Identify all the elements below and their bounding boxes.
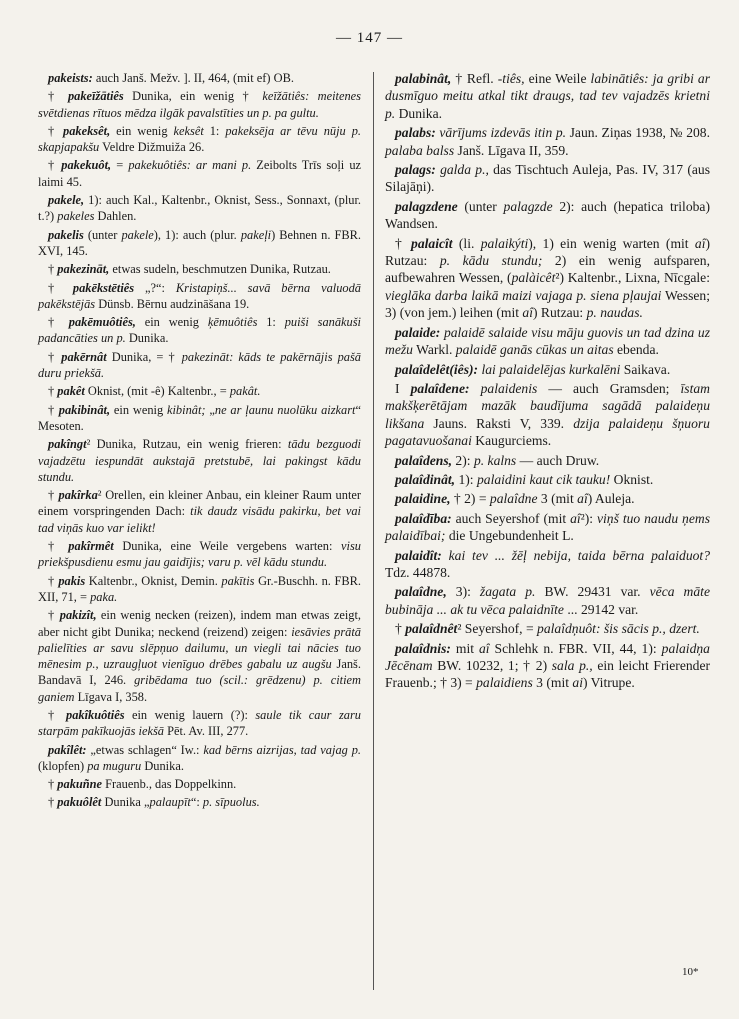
entry-text: † — [48, 539, 69, 554]
entry-text: Gr.-Buschh. n. FBR. XII, 71, = — [38, 573, 361, 604]
dictionary-entry — [38, 383, 361, 399]
entry-example: aî — [479, 640, 490, 656]
dictionary-entry — [38, 227, 361, 260]
entry-headword: pakeists: — [48, 71, 93, 85]
entry-example: palaidē salaide visu māju guovis un tad dzina uz mežu — [385, 324, 710, 358]
entry-text: = — [111, 158, 129, 173]
entry-example: p. sīpuolus. — [202, 795, 260, 810]
entry-headword: palaîdnêt — [405, 621, 458, 637]
entry-headword: pakeīžātiês — [67, 89, 124, 104]
entry-headword: pakêt — [57, 384, 85, 399]
dictionary-entry — [385, 70, 710, 122]
entry-text: Dahlen. — [94, 209, 137, 224]
entry-example: tādu bezguodi vajadzētu iespundāt aukstajā pretstubē, lai pakingst kādu stundu. — [38, 437, 361, 484]
entry-text: Warkl. — [412, 342, 456, 358]
entry-text: ebenda. — [613, 342, 659, 358]
entry-text: ² Dunika, Rutzau, ein wenig frieren: — [86, 437, 288, 452]
entry-text: das Tischtuch Auleja, Pas. IV, 317 (aus Silajāņi). — [385, 162, 711, 195]
entry-example: ne ar ļaunu nuolūku aizkart — [214, 402, 356, 417]
entry-text: Frauenb., das Doppelkinn. — [102, 777, 237, 792]
dictionary-entry — [38, 70, 361, 86]
dictionary-entry — [38, 349, 361, 382]
entry-example: palaidē ganās cūkas un aitas — [455, 342, 614, 358]
entry-headword: pakēmuôtiês, — [68, 315, 136, 330]
entry-example: ai — [572, 675, 583, 691]
signature-mark: 10* — [682, 966, 699, 978]
dictionary-entry — [38, 487, 361, 536]
entry-text: „?“: — [134, 280, 176, 295]
entry-text: Dunika „ — [101, 795, 150, 810]
column-divider — [373, 72, 374, 990]
entry-text: Jauns. Raksti V, 339. — [424, 415, 574, 431]
entry-example: aî — [577, 491, 588, 507]
entry-text: † — [48, 608, 60, 623]
entry-headword: pakizît, — [59, 608, 97, 623]
entry-example: kai tev ... žēļ nebija, taida bērna palaiduot? — [448, 547, 710, 563]
entry-text: Jaun. Ziņas 1938, № 208. — [566, 125, 710, 141]
entry-headword: palaîdne, — [395, 584, 447, 600]
entry-text: (klopfen) — [38, 758, 88, 773]
entry-text: ) Rutzau: — [533, 305, 587, 321]
dictionary-entry — [38, 742, 361, 775]
entry-text: 3 (mit — [532, 675, 573, 691]
entry-text: etwas sudeln, beschmutzen Dunika, Rutzau. — [109, 262, 331, 277]
dictionary-entry — [38, 280, 361, 313]
entry-text: Schlehk n. FBR. VII, 44, 1): — [489, 640, 662, 656]
dictionary-entry — [385, 161, 710, 196]
entry-example: vieglāka darba laikā maizi vajaga p. siena pļaujai — [385, 287, 662, 303]
entry-headword: pakîrka — [58, 488, 98, 503]
entry-text: Dunika. — [125, 331, 169, 346]
entry-text: Dunika, = † — [106, 349, 182, 364]
entry-text: † 2) = — [450, 491, 490, 507]
entry-text: “: — [190, 795, 203, 810]
entry-text: ) Auleja. — [587, 491, 635, 507]
entry-example: vēca māte bubināja ... ak tu vēca palaidnīte — [385, 584, 710, 617]
entry-example: palàicêt — [511, 270, 556, 286]
entry-text: Zeibolts Trīs soļi uz laimi 45. — [38, 158, 362, 189]
dictionary-entry — [385, 640, 710, 692]
entry-example: palaikýti — [480, 235, 529, 251]
entry-text: mit — [450, 640, 479, 656]
entry-text: 3 (mit — [537, 491, 578, 507]
entry-example: pakezināt: kāds te pakērnājis pašā duru priekšā. — [38, 349, 361, 381]
entry-headword: palaîdens, — [395, 452, 453, 468]
entry-text: † — [48, 123, 64, 138]
entry-text: † — [48, 707, 66, 722]
entry-headword: palagzdene — [395, 198, 458, 214]
entry-headword: palaicît — [411, 235, 453, 251]
entry-text: ² Orellen, ein kleiner Anbau, ein kleiner Raum unter einem vorspringenden Dach: — [38, 488, 362, 519]
entry-text: † — [48, 158, 62, 173]
entry-text: † — [48, 573, 59, 588]
entry-text: † — [48, 777, 58, 792]
right-column — [385, 70, 710, 694]
entry-headword: pakîkuôtiês — [66, 707, 125, 722]
entry-example: vārījums izdevās itin p. — [439, 125, 567, 141]
entry-text: eine Weile — [524, 71, 591, 86]
dictionary-entry — [38, 776, 361, 792]
entry-text: die Ungebundenheit L. — [445, 528, 574, 544]
entry-example: sala p., — [551, 658, 593, 673]
entry-example: pakītis — [221, 573, 255, 588]
entry-headword: pakēkstētiês — [72, 280, 135, 295]
entry-text: (unter — [83, 227, 122, 242]
entry-headword: pakelis — [48, 227, 84, 242]
entry-example: žagata p. — [479, 584, 536, 600]
entry-headword: pakērnât — [61, 349, 107, 364]
entry-text: (li. — [452, 235, 481, 251]
dictionary-entry — [38, 123, 361, 156]
dictionary-entry — [38, 192, 361, 225]
entry-example: iesāvies prātā palielīties ar savu slēpņuo dailumu, un viegli tai nācies tuo mēnesim p., uzraugļuot vienīguo drēbes gabalu uz augšu — [38, 624, 361, 672]
entry-text: “ Mesoten. — [38, 402, 361, 433]
dictionary-entry — [385, 471, 710, 488]
entry-example: palaidini kaut cik tauku! — [476, 471, 611, 487]
entry-text: † — [48, 315, 69, 330]
entry-example: palaidiens — [476, 675, 533, 691]
entry-headword: pakibinât, — [58, 402, 111, 417]
entry-text: „ — [205, 402, 215, 417]
dictionary-entry — [38, 157, 361, 190]
entry-text: 1: — [257, 315, 285, 330]
entry-headword: palaîdelêt(iês): — [395, 361, 479, 377]
entry-example: keīžātiês: meitenes svētdienas rītuos mēdza ilgāk pavalstīties un p. pa gultu. — [38, 89, 361, 120]
dictionary-entry — [385, 547, 710, 582]
entry-text: 1: — [203, 123, 226, 138]
entry-text: „etwas schlagen“ Iw.: — [86, 742, 204, 757]
entry-text — [470, 381, 481, 396]
entry-text: Līgava I, 358. — [74, 689, 148, 704]
dictionary-entry — [385, 198, 710, 233]
entry-example: pakekuôtiês: ar mani p. — [128, 158, 252, 173]
entry-example: palagzde — [503, 198, 553, 214]
entry-example: īstam makšķerētājam mazāk baudījuma sagādā palaideņu likšana — [385, 380, 710, 431]
entry-headword: palaidît: — [395, 547, 442, 563]
entry-text: BW. 10232, 1; † 2) — [432, 658, 552, 673]
entry-text: Dunika. — [141, 758, 184, 773]
entry-headword: pakuñne — [57, 777, 103, 792]
entry-example: aî — [694, 235, 706, 251]
dictionary-entry — [38, 261, 361, 277]
entry-example: pakeles — [57, 209, 95, 224]
entry-text: Dunika. — [395, 105, 443, 121]
dictionary-entry — [38, 573, 361, 606]
entry-text: ein wenig — [110, 123, 174, 138]
entry-example: pakeksēja ar tēvu nūju p. skapjapakšu — [38, 123, 361, 155]
entry-example: palaupīt — [149, 795, 191, 810]
entry-text: auch Janš. Mežv. ]. II, 464, (mit ef) OB. — [92, 71, 294, 85]
entry-text: ) Rutzau: — [385, 235, 711, 269]
entry-example: p. kādu stundu; — [439, 253, 543, 269]
entry-text: † — [48, 349, 62, 364]
entry-text: † — [395, 235, 412, 251]
entry-headword: pakis — [58, 573, 86, 588]
entry-headword: pakuôlêt — [57, 795, 102, 810]
entry-example: galda p., — [440, 162, 489, 178]
entry-example: pa muguru — [87, 758, 142, 773]
entry-text: 3): — [446, 584, 480, 600]
entry-text: ² Seyershof, = — [457, 621, 538, 637]
entry-text: (unter — [457, 198, 504, 214]
entry-headword: palabs: — [395, 125, 436, 141]
dictionary-entry — [38, 402, 361, 435]
entry-headword: palaîdinât, — [395, 471, 456, 487]
dictionary-entry — [385, 235, 710, 322]
dictionary-entry — [38, 314, 361, 347]
entry-text: ein wenig — [110, 402, 167, 417]
dictionary-entry — [385, 510, 710, 545]
entry-text: † — [48, 795, 58, 810]
entry-headword: pakele, — [48, 193, 85, 208]
entry-text: — auch Druw. — [516, 452, 600, 468]
entry-text: Saikava. — [620, 361, 671, 377]
entry-text: † — [48, 89, 68, 104]
dictionary-entry — [38, 607, 361, 705]
entry-example: lai palaidelējas kurkalēni — [481, 361, 621, 377]
entry-example: saule tik caur zaru starpām pakīkuojās iekšā — [38, 707, 361, 739]
entry-text: Tdz. 44878. — [385, 564, 451, 580]
dictionary-entry — [38, 88, 361, 121]
dictionary-entry — [38, 707, 361, 740]
left-column — [38, 70, 361, 813]
entry-example: puiši sanākuši padancāties un p. — [38, 315, 362, 346]
entry-example: paka. — [90, 589, 118, 604]
entry-example: pakât. — [229, 384, 261, 399]
entry-text: ), 1) ein wenig warten (mit — [528, 235, 695, 251]
entry-text: ²): — [580, 510, 597, 526]
entry-example: palaba balss — [385, 142, 455, 158]
entry-headword: pakeksêt, — [63, 123, 111, 138]
entry-example: palaidņa Jēcēnam — [385, 640, 710, 673]
entry-text: — auch Gramsden; — [537, 380, 681, 396]
entry-example: -tiês, — [497, 71, 525, 86]
entry-example: viņš tuo naudu ņems palaidībai; — [385, 510, 710, 544]
entry-example: ķēmuôtiês — [207, 315, 258, 330]
entry-example: palaîdņuôt: šis sācis p., dzert. — [537, 621, 700, 637]
entry-example: pakele — [121, 227, 154, 242]
entry-text: ) Vitrupe. — [582, 675, 635, 691]
entry-text: Janš. Līgava II, 359. — [454, 142, 569, 158]
dictionary-entry — [385, 452, 710, 469]
entry-headword: palags: — [395, 162, 436, 178]
entry-headword: pakîlêt: — [48, 742, 87, 757]
entry-headword: pakîrmêt — [68, 539, 114, 554]
entry-example: palaidenis — [480, 380, 538, 396]
dictionary-entry — [385, 490, 710, 507]
entry-example: palaîdne — [489, 491, 538, 507]
entry-text: Wessen; 3) (von jem.) leihen (mit — [385, 287, 710, 321]
entry-example: pakeļi — [240, 227, 272, 242]
entry-example: aî — [570, 510, 581, 526]
entry-example: p. naudas. — [586, 305, 643, 321]
entry-text: 2): — [452, 452, 474, 468]
entry-text: Kaltenbr., Oknist, Demin. — [85, 573, 222, 588]
entry-text: 2): auch (hepatica triloba) Wandsen. — [385, 198, 710, 232]
dictionary-entry — [385, 124, 710, 159]
entry-text: Oknist. — [610, 471, 654, 487]
entry-text: Pēt. Av. III, 277. — [163, 724, 249, 739]
entry-headword: palaide: — [395, 324, 441, 340]
entry-example: Kristapiņš... savā bērna valuodā pakēkstējās — [38, 280, 361, 311]
entry-text: Dunika, ein wenig † — [123, 89, 263, 104]
entry-text: Kaugurciems. — [471, 433, 552, 449]
entry-text — [442, 548, 449, 563]
page-number: — 147 — — [336, 30, 403, 46]
entry-text: Oknist, (mit -ê) Kaltenbr., = — [84, 384, 230, 399]
entry-text: † — [48, 384, 58, 399]
dictionary-entry — [385, 324, 710, 359]
entry-example: labinātiês: ja gribi ar dusmīguo meitu atkal tikt draugs, tad tev vajadzēs krietni p. — [385, 71, 710, 121]
entry-headword: pakîngt — [48, 437, 87, 452]
entry-text: ein wenig necken (reizen), indem man etwas zeigt, aber nicht gibt Dunika; neckend (reizend) zeigen: — [38, 608, 361, 639]
entry-headword: palaidine, — [395, 491, 451, 507]
dictionary-entry — [385, 583, 710, 618]
entry-text: † — [48, 488, 59, 503]
entry-example: dzija palaideņu šņuoru pagatavuošanai — [385, 415, 710, 449]
dictionary-entry — [385, 380, 710, 450]
entry-example: visu priekšpusdienu esmu jau gaidījis; varu p. vēl kādu stundu. — [38, 539, 361, 570]
entry-example: keksêt — [173, 123, 204, 138]
dictionary-entry — [38, 538, 361, 571]
entry-text: ein wenig — [135, 315, 208, 330]
entry-text: auch Seyershof (mit — [451, 510, 571, 526]
entry-text: 1): auch Kal., Kaltenbr., Oknist, Sess., Sonnaxt, (plur. t.?) — [38, 193, 361, 224]
entry-text: † — [48, 262, 58, 277]
entry-example: kad bērns aizrijas, tad vajag p. — [203, 742, 361, 757]
entry-example: gribēdama tuo (scil.: grēdzenu) p. citiem ganiem — [38, 673, 361, 704]
entry-headword: pakekuôt, — [61, 158, 112, 173]
entry-example: tik daudz visādu pakirku, bet vai tad viņās kuo var ielikt! — [38, 504, 361, 535]
entry-text: I — [395, 380, 411, 396]
entry-example: p. kalns — [473, 452, 517, 468]
entry-text: † — [48, 402, 59, 417]
dictionary-entry — [38, 436, 361, 485]
entry-text: † — [395, 621, 406, 637]
entry-headword: palaîdība: — [395, 510, 452, 526]
entry-text: BW. 29431 var. — [535, 584, 650, 600]
entry-headword: pakezināt, — [57, 262, 110, 277]
entry-text: 2) ein wenig aufsparen, aufbewahren Wessen, ( — [385, 253, 710, 286]
entry-text: ), 1): auch (plur. — [153, 227, 241, 242]
entry-headword: palaîdnis: — [395, 640, 451, 656]
entry-text: † — [48, 280, 73, 295]
entry-text: Dunika, eine Weile vergebens warten: — [113, 539, 342, 554]
dictionary-entry — [38, 794, 361, 810]
entry-example: aî — [522, 305, 533, 321]
dictionary-entry — [385, 361, 710, 378]
entry-text: Dünsb. Bērnu audzināšana 19. — [95, 296, 250, 311]
entry-text: ein wenig lauern (?): — [124, 707, 256, 722]
entry-text: ²) Kaltenbr., Lixna, Nīcgale: — [555, 270, 710, 286]
entry-text: Veldre Dižmuiža 26. — [99, 140, 205, 155]
entry-text: Janš. Bandavā I, 246. — [38, 657, 361, 688]
entry-headword: palaîdene: — [410, 380, 470, 396]
entry-text: ein leicht Frierender Frauenb.; † 3) = — [385, 658, 711, 691]
entry-headword: palabinât, — [395, 71, 452, 86]
entry-example: kibinât; — [166, 402, 206, 417]
entry-text: 1): — [455, 471, 477, 487]
entry-text: † Refl. — [451, 71, 498, 86]
entry-text: ... 29142 var. — [563, 601, 639, 617]
entry-text: ) Behnen n. FBR. XVI, 145. — [38, 227, 361, 258]
dictionary-entry — [385, 620, 710, 637]
